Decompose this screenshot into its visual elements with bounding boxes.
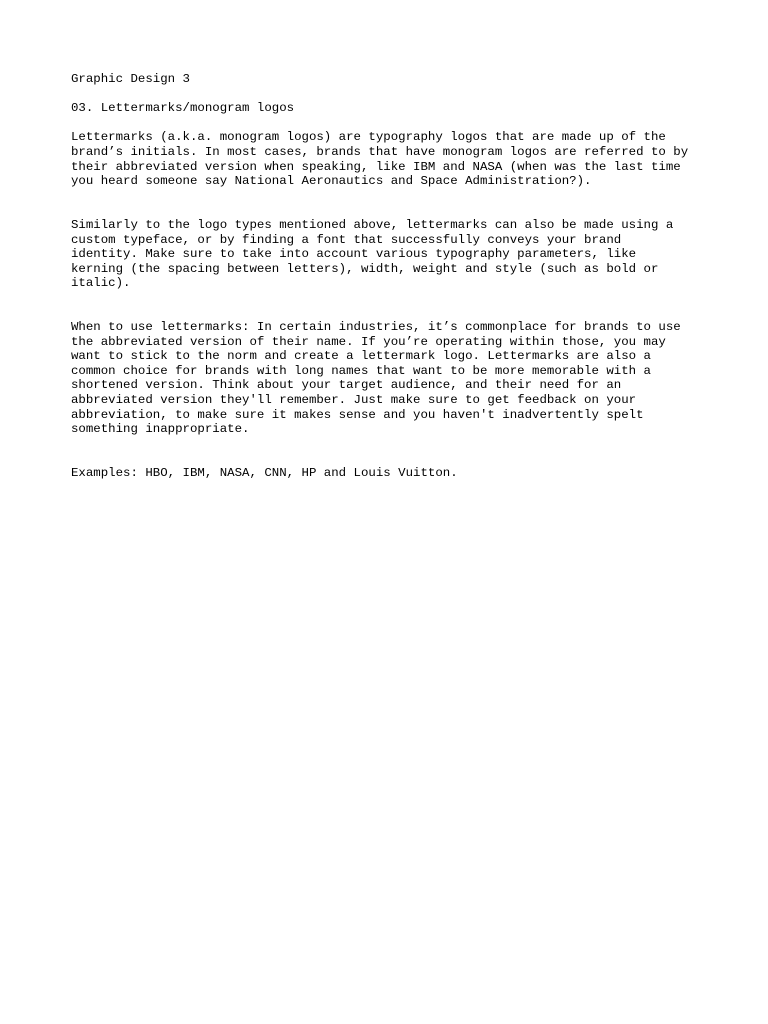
paragraph-examples: Examples: HBO, IBM, NASA, CNN, HP and Louis Vuitton. (71, 466, 458, 481)
document-page (71, 72, 711, 510)
document-title: Graphic Design 3 (71, 72, 190, 86)
paragraph-typeface: Similarly to the logo types mentioned above, lettermarks can also be made using a custom typeface, or by finding a font that successfully conveys your brand identity. Make sure to take into account various typography parameters, like kerning (the spacing between letters), width, weight and style (such as bold or italic). (71, 217, 674, 291)
section-heading: 03. Lettermarks/monogram logos (71, 101, 295, 116)
paragraph-when-to-use: When to use lettermarks: In certain industries, it’s commonplace for brands to use the abbreviated version of their name. If you’re operating within those, you may want to stick to the norm and create a lettermark logo. Lettermarks are also a common choice for brands with long names that want to be more memorable with a shortened version. Think about your target audience, and their need for an abbreviated version they'll remember. Just make sure to get feedback on your abbreviation, to make sure it makes sense and you haven't inadvertently spelt something inappropriate. (71, 320, 681, 437)
paragraph-intro: Lettermarks (a.k.a. monogram logos) are typography logos that are made up of the brand’s initials. In most cases, brands that have monogram logos are referred to by their abbreviated version when speaking, like IBM and NASA (when was the last time you heard someone say National Aeronautics and Space Administration?). (71, 130, 689, 189)
